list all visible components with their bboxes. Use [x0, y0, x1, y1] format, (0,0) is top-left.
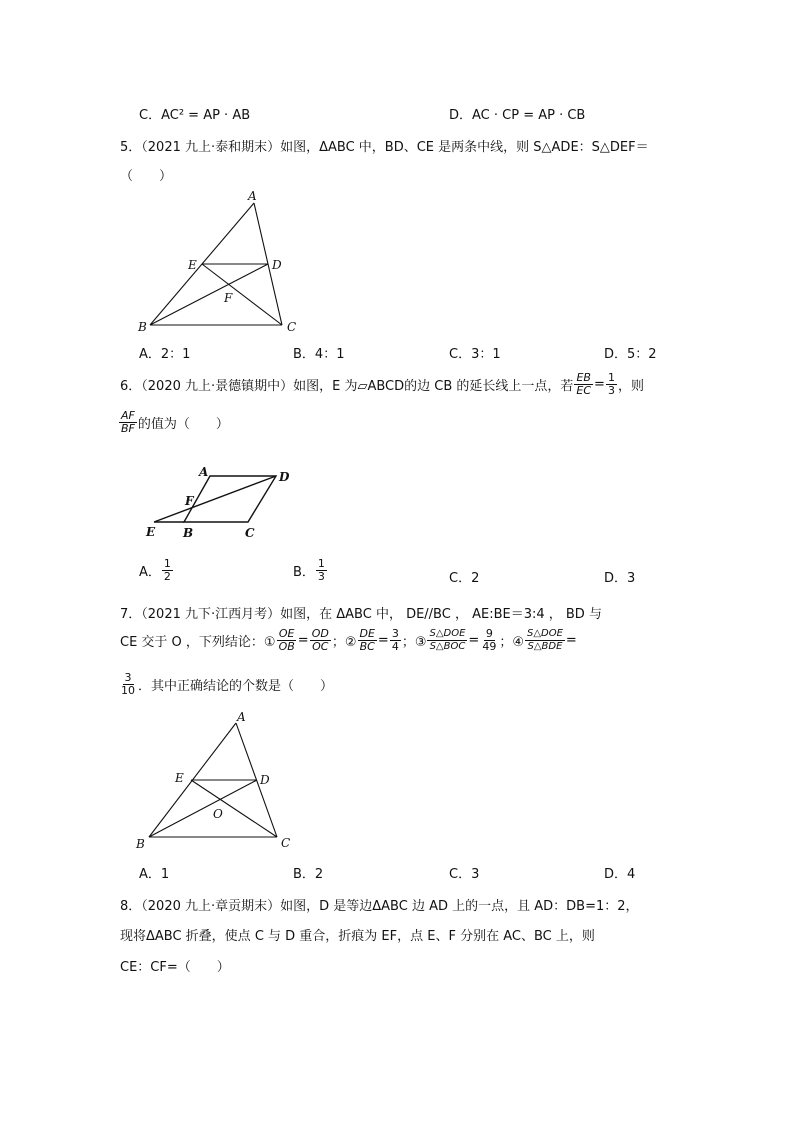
q7-c2-right: $\frac{3}{4}$: [391, 627, 399, 653]
q7-c1-right: $\frac{OD}{OC}$: [311, 627, 329, 653]
q7-stem-3: [118, 672, 333, 697]
q6-stem-tail: 的值为（ ）: [137, 417, 229, 432]
q5-label-c: C: [287, 320, 297, 334]
q6-label-e: E: [146, 525, 156, 539]
q6-option-d: D．3: [604, 571, 636, 586]
q7-label-d: D: [260, 773, 270, 787]
q7-label-b: B: [136, 837, 145, 851]
q7-stem-2-text: CE 交于 O ，下列结论：①: [120, 635, 276, 650]
q7-c4-right: $\frac{3}{10}$: [121, 671, 135, 697]
q7-c1-left: $\frac{OE}{OB}$: [278, 627, 295, 653]
q6-label-c: C: [245, 526, 255, 540]
q6-stem-suffix: ，则: [617, 379, 644, 394]
q7-label-c: C: [281, 836, 291, 850]
q7-label-o: O: [213, 807, 223, 821]
q7-option-d: D．4: [604, 867, 636, 882]
q7-c3-right: $\frac{9}{49}$: [482, 627, 497, 653]
q6-stem-text: 6．（2020 九上·景德镇期中）如图，E 为▱ABCD的边 CB 的延长线上一点，若: [120, 379, 574, 394]
q6-fraction-1-3: $\frac{1}{3}$: [607, 371, 615, 397]
q6-label-a: A: [199, 465, 209, 479]
q6-equals: =: [594, 377, 605, 392]
q6-option-c: C．2: [449, 571, 480, 586]
q8-stem-1: 8．（2020 九上·章贡期末）如图，D 是等边ΔABC 边 AD 上的一点，且 AD：DB=1：2，: [120, 899, 639, 914]
q5-blank: （ ）: [120, 169, 173, 184]
q7-c2-left: $\frac{DE}{BC}$: [359, 627, 375, 653]
q6-label-f: F: [185, 494, 194, 508]
q6-fraction-eb-ec: $\frac{EB}{EC}$: [576, 371, 592, 397]
q6-figure: [140, 460, 300, 545]
q5-label-d: D: [272, 258, 282, 272]
q7-option-a: A．1: [139, 867, 170, 882]
q7-label-a: A: [237, 710, 246, 724]
q4-option-d: D．AC · CP = AP · CB: [449, 108, 586, 123]
q5-label-a: A: [248, 189, 257, 203]
q6-option-a: A． $\frac{1}{2}$: [139, 557, 171, 583]
q5-option-a: A．2：1: [139, 347, 191, 362]
q6-stem: [120, 372, 644, 397]
q7-option-b: B．2: [293, 867, 324, 882]
q7-stem-1: 7．（2021 九下·江西月考）如图，在 ΔABC 中， DE//BC ， AE:BE＝3:4 ， BD 与: [120, 607, 602, 622]
q7-option-c: C．3: [449, 867, 480, 882]
q7-stem-2: CE 交于 O ，下列结论：① $\frac{OE}{OB}$ = $\frac{OD}{OC}$ ；② $\frac{DE}{BC}$ = $\frac{3}{4}$ ；③ $\frac{\text{S△DOE}}{\text{S△BOC}}$ = $\frac{9}{49}$ ；④ $\frac{\text{S△DOE}}{\text{S△BDE}}$ =: [120, 627, 577, 653]
q8-stem-3: CE：CF=（ ）: [120, 960, 230, 975]
q5-figure: [130, 185, 310, 335]
q7-label-e: E: [175, 771, 184, 785]
q5-option-b: B．4：1: [293, 347, 345, 362]
q7-stem-3-text: ．其中正确结论的个数是（ ）: [138, 679, 334, 694]
q5-option-d: D．5：2: [604, 347, 657, 362]
q5-option-c: C．3：1: [449, 347, 501, 362]
q7-figure: [130, 708, 300, 858]
q6-label-b: B: [183, 526, 194, 540]
q6-option-b: B． $\frac{1}{3}$: [293, 557, 325, 583]
q6-label-d: D: [279, 470, 290, 484]
q6-stem-2: [118, 410, 229, 435]
q5-stem: 5．（2021 九上·泰和期末）如图，ΔABC 中，BD、CE 是两条中线，则 S△ADE：S△DEF＝: [120, 140, 649, 155]
q5-label-e: E: [188, 258, 197, 272]
q7-c4-left: $\frac{\text{S△DOE}}{\text{S△BDE}}$: [526, 628, 563, 652]
q8-stem-2: 现将ΔABC 折叠，使点 C 与 D 重合，折痕为 EF，点 E、F 分别在 AC、BC 上，则: [120, 929, 595, 944]
q7-c3-left: $\frac{\text{S△DOE}}{\text{S△BOC}}$: [429, 628, 466, 652]
q5-label-b: B: [138, 320, 147, 334]
q4-option-c: C．AC² = AP · AB: [139, 108, 251, 123]
q6-fraction-af-bf: $\frac{AF}{BF}$: [121, 409, 135, 435]
q5-label-f: F: [224, 291, 233, 305]
